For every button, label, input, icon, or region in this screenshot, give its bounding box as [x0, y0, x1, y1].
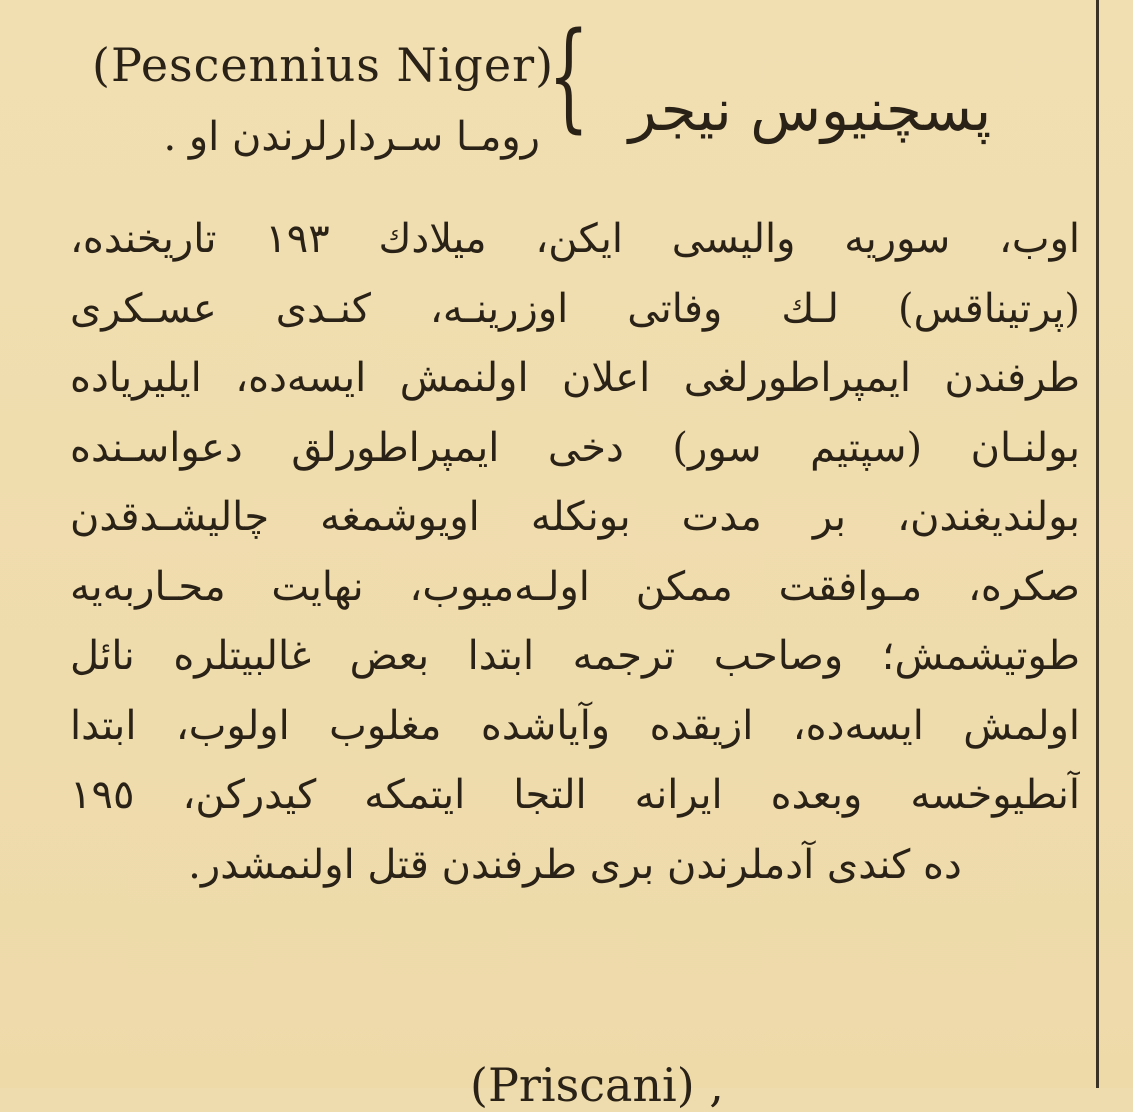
next-entry-latin-name: (Priscani) ,	[470, 1058, 724, 1112]
body-line: بولندیغندن، بر مدت بونكله اویوشمغه چالیشـدقدن	[70, 494, 1080, 540]
entry-title: پسچنیوس نیجر	[628, 76, 992, 144]
entry-subtitle: رومـا سـردارلرندن او .	[163, 114, 540, 160]
entry-body	[70, 205, 1080, 900]
body-line: اوب، سوریه والیسی ایکن، میلادك ١٩٣ تاریخنده،	[70, 216, 1080, 262]
entry-header	[80, 6, 992, 180]
column-rule	[1096, 0, 1099, 1088]
body-line: ده كندی آدملرندن بری طرفندن قتل اولنمشدر.	[188, 841, 962, 888]
body-line: اولمش ایسه‌ده، ازیقده وآیاشده مغلوب اولوب، ابتدا	[70, 702, 1080, 749]
entry-latin-name: (Pescennius Niger)	[92, 38, 555, 92]
body-line: صكره، مـوافقت ممكن اولـه‌میوب، نهایت محـاربه‌یه	[70, 563, 1080, 610]
body-line: طرفندن ایمپراطورلغی اعلان اولنمش ایسه‌ده، ایلیریاده	[70, 355, 1080, 401]
body-line: آنطیوخسه وبعده ایرانه التجا ایتمكه كیدركن، ١٩٥	[70, 772, 1080, 818]
body-line: طوتیشمش؛ وصاحب ترجمه ابتدا بعض غالبیتلره نائل	[70, 633, 1080, 679]
header-brace: {	[548, 6, 590, 144]
body-line: بولنـان (سپتیم سور) دخی ایمپراطورلق دعواسـنده	[70, 424, 1080, 471]
body-line: (پرتیناقس) لـك وفاتی اوزرینـه، كنـدی عسـكری	[70, 285, 1080, 332]
